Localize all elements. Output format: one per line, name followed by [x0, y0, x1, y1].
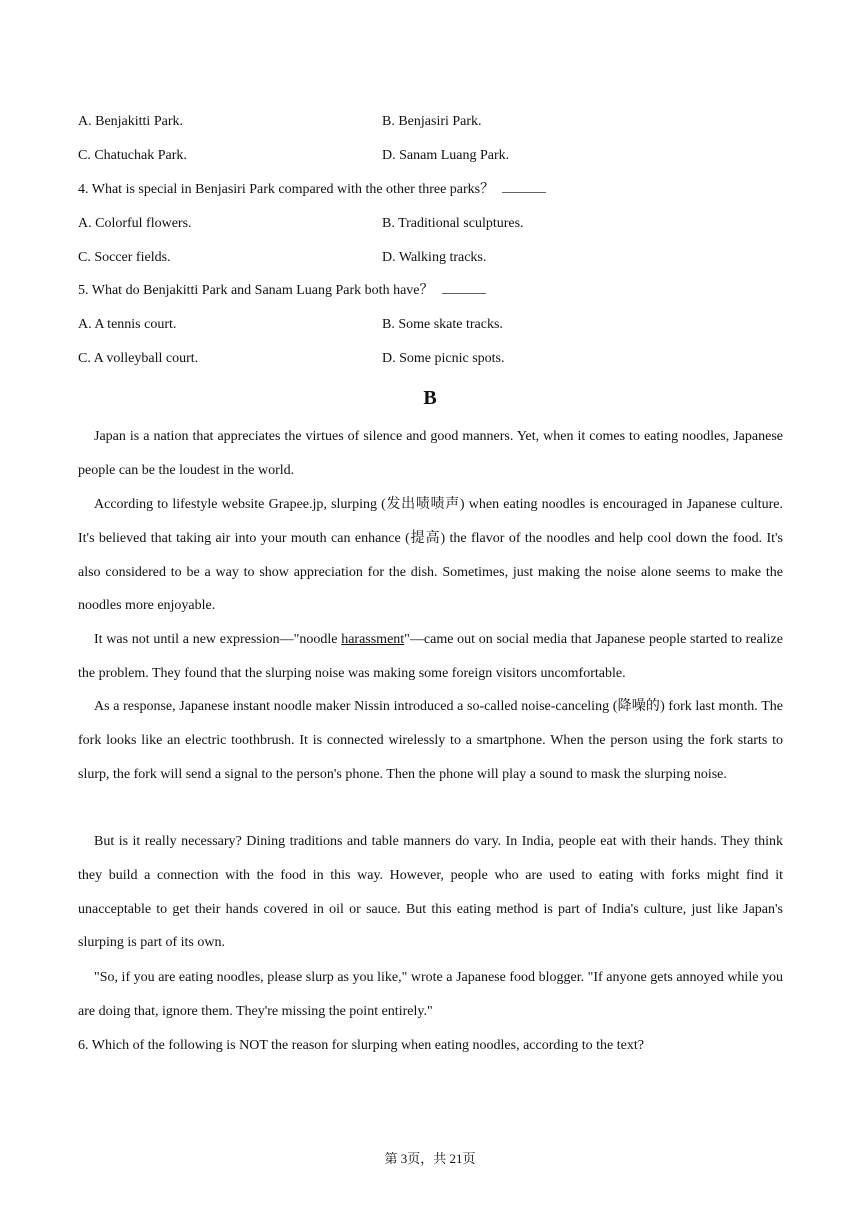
answer-blank — [442, 281, 486, 294]
passage-paragraph-6: "So, if you are eating noodles, please slurp as you like," wrote a Japanese food blogger. "If anyone gets annoyed while you are doing that, ignore them. They're missing the point entirely." — [78, 970, 783, 1019]
passage-paragraph-5: But is it really necessary? Dining traditions and table manners do vary. In India, people eat with their hands. They think they build a connection with the food in this way. However, people who are used to eating with forks might find it unacceptable to get their hands covered in oil or sauce. But this eating method is part of India's culture, just like Japan's slurping is part of its own. — [78, 834, 783, 951]
q5-question — [78, 281, 486, 301]
q3-option-b: B. Benjasiri Park. — [382, 114, 482, 129]
section-title: B — [423, 387, 437, 409]
q3-option-a: A. Benjakitti Park. — [78, 114, 183, 129]
passage-paragraph-4: As a response, Japanese instant noodle maker Nissin introduced a so-called noise-canceling (降噪的) fork last month. The fork looks like an electric toothbrush. It is connected wirelessly to a smartphone. When the person using the fork starts to slurp, the fork will send a signal to the person's phone. Then the phone will play a sound to mask the slurping noise. — [78, 699, 783, 782]
q5-option-b: B. Some skate tracks. — [382, 317, 503, 332]
q4-question-text: 4. What is special in Benjasiri Park compared with the other three parks？ — [78, 182, 495, 197]
q5-option-c: C. A volleyball court. — [78, 351, 199, 366]
q5-option-a: A. A tennis court. — [78, 317, 177, 332]
q4-option-b: B. Traditional sculptures. — [382, 216, 524, 231]
q3-option-c: C. Chatuchak Park. — [78, 148, 187, 163]
paragraph-3-text-before: It was not until a new expression—"noodle — [94, 632, 342, 647]
passage-paragraph-1: Japan is a nation that appreciates the virtues of silence and good manners. Yet, when it comes to eating noodles, Japanese people can be the loudest in the world. — [78, 429, 783, 478]
q3-option-d: D. Sanam Luang Park. — [382, 148, 510, 163]
answer-blank — [502, 180, 546, 193]
paragraph-3-text-after: "—came out on social media that Japanese people started to realize the problem. They found that the slurping noise was making some foreign visitors uncomfortable. — [78, 632, 783, 681]
passage-paragraph-3 — [78, 623, 783, 691]
q4-option-c: C. Soccer fields. — [78, 250, 171, 265]
passage-paragraph-2: According to lifestyle website Grapee.jp, slurping (发出啧啧声) when eating noodles is encouraged in Japanese culture. It's believed that taking air into your mouth can enhance (提高) the flavor of the noodles and help cool down the food. It's also considered to be a way to show appreciation for the dish. Sometimes, just making the noise alone seems to make the noodles more enjoyable. — [78, 497, 783, 614]
q5-question-text: 5. What do Benjakitti Park and Sanam Luang Park both have？ — [78, 283, 434, 298]
page-footer: 第 3页，共 21页 — [384, 1151, 476, 1166]
q4-option-d: D. Walking tracks. — [382, 250, 487, 265]
underlined-word: harassment — [341, 632, 405, 647]
q5-option-d: D. Some picnic spots. — [382, 351, 505, 366]
q6-question: 6. Which of the following is NOT the reason for slurping when eating noodles, according to the text? — [78, 1038, 644, 1053]
q4-question — [78, 180, 546, 200]
q4-option-a: A. Colorful flowers. — [78, 216, 192, 231]
